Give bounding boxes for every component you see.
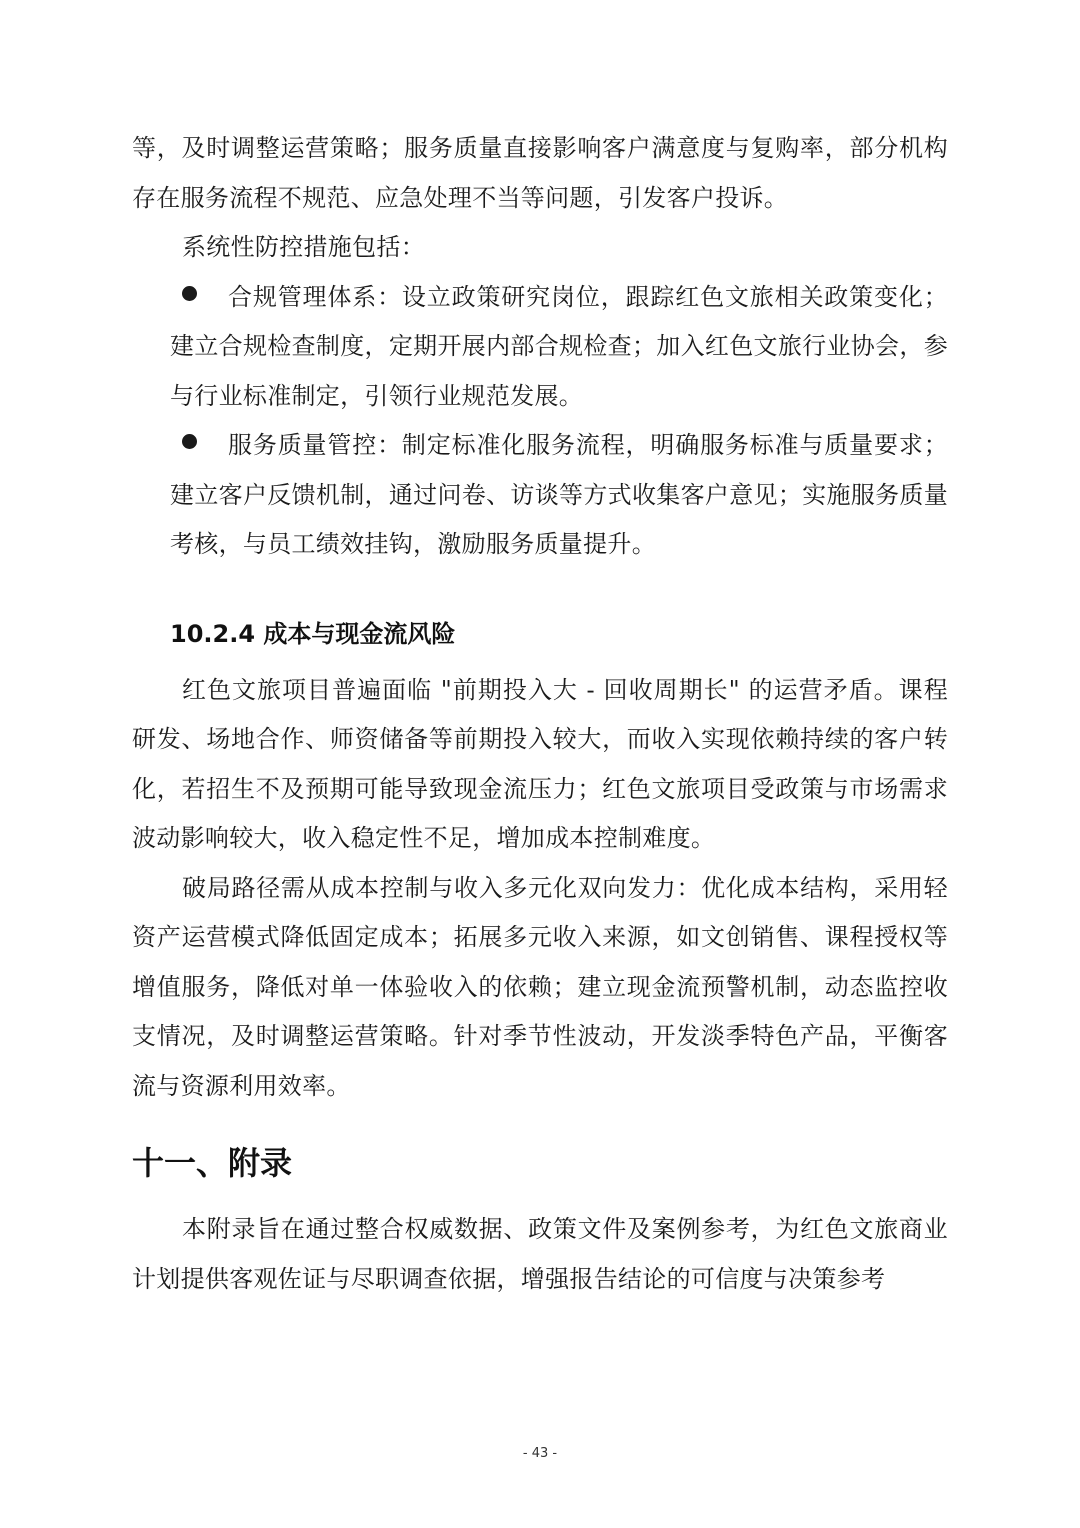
paragraph-continued: 等，及时调整运营策略；服务质量直接影响客户满意度与复购率，部分机构存在服务流程不规范、应急处理不当等问题，引发客户投诉。	[132, 134, 948, 212]
chapter-heading-appendix: 十一、附录	[132, 1144, 293, 1182]
bullet-item-service-quality	[132, 421, 948, 570]
section-heading-10-2-4: 10.2.4 成本与现金流风险	[170, 619, 456, 648]
page-content	[132, 124, 948, 1304]
paragraph-measures-intro: 系统性防控措施包括：	[182, 233, 425, 261]
paragraph-appendix-intro: 本附录旨在通过整合权威数据、政策文件及案例参考，为红色文旅商业计划提供客观佐证与尽职调查依据，增强报告结论的可信度与决策参考	[132, 1215, 948, 1293]
bullet-dot-icon	[182, 434, 197, 449]
bullet-dot-icon	[182, 286, 197, 301]
paragraph-solution-path: 破局路径需从成本控制与收入多元化双向发力：优化成本结构，采用轻资产运营模式降低固定成本；拓展多元收入来源，如文创销售、课程授权等增值服务，降低对单一体验收入的依赖；建立现金流预警机制，动态监控收支情况，及时调整运营策略。针对季节性波动，开发淡季特色产品，平衡客流与资源利用效率。	[132, 873, 948, 1100]
bullet-text: 合规管理体系：设立政策研究岗位，跟踪红色文旅相关政策变化；建立合规检查制度，定期开展内部合规检查；加入红色文旅行业协会，参与行业标准制定，引领行业规范发展。	[170, 282, 948, 410]
bullet-item-compliance	[132, 273, 948, 422]
paragraph-cost-risk: 红色文旅项目普遍面临 "前期投入大 - 回收周期长" 的运营矛盾。课程研发、场地合作、师资储备等前期投入较大，而收入实现依赖持续的客户转化，若招生不及预期可能导致现金流压力；红色文旅项目受政策与市场需求波动影响较大，收入稳定性不足，增加成本控制难度。	[132, 675, 948, 852]
page-number: - 43 -	[522, 1446, 558, 1461]
bullet-text: 服务质量管控：制定标准化服务流程，明确服务标准与质量要求；建立客户反馈机制，通过问卷、访谈等方式收集客户意见；实施服务质量考核，与员工绩效挂钩，激励服务质量提升。	[170, 431, 948, 558]
